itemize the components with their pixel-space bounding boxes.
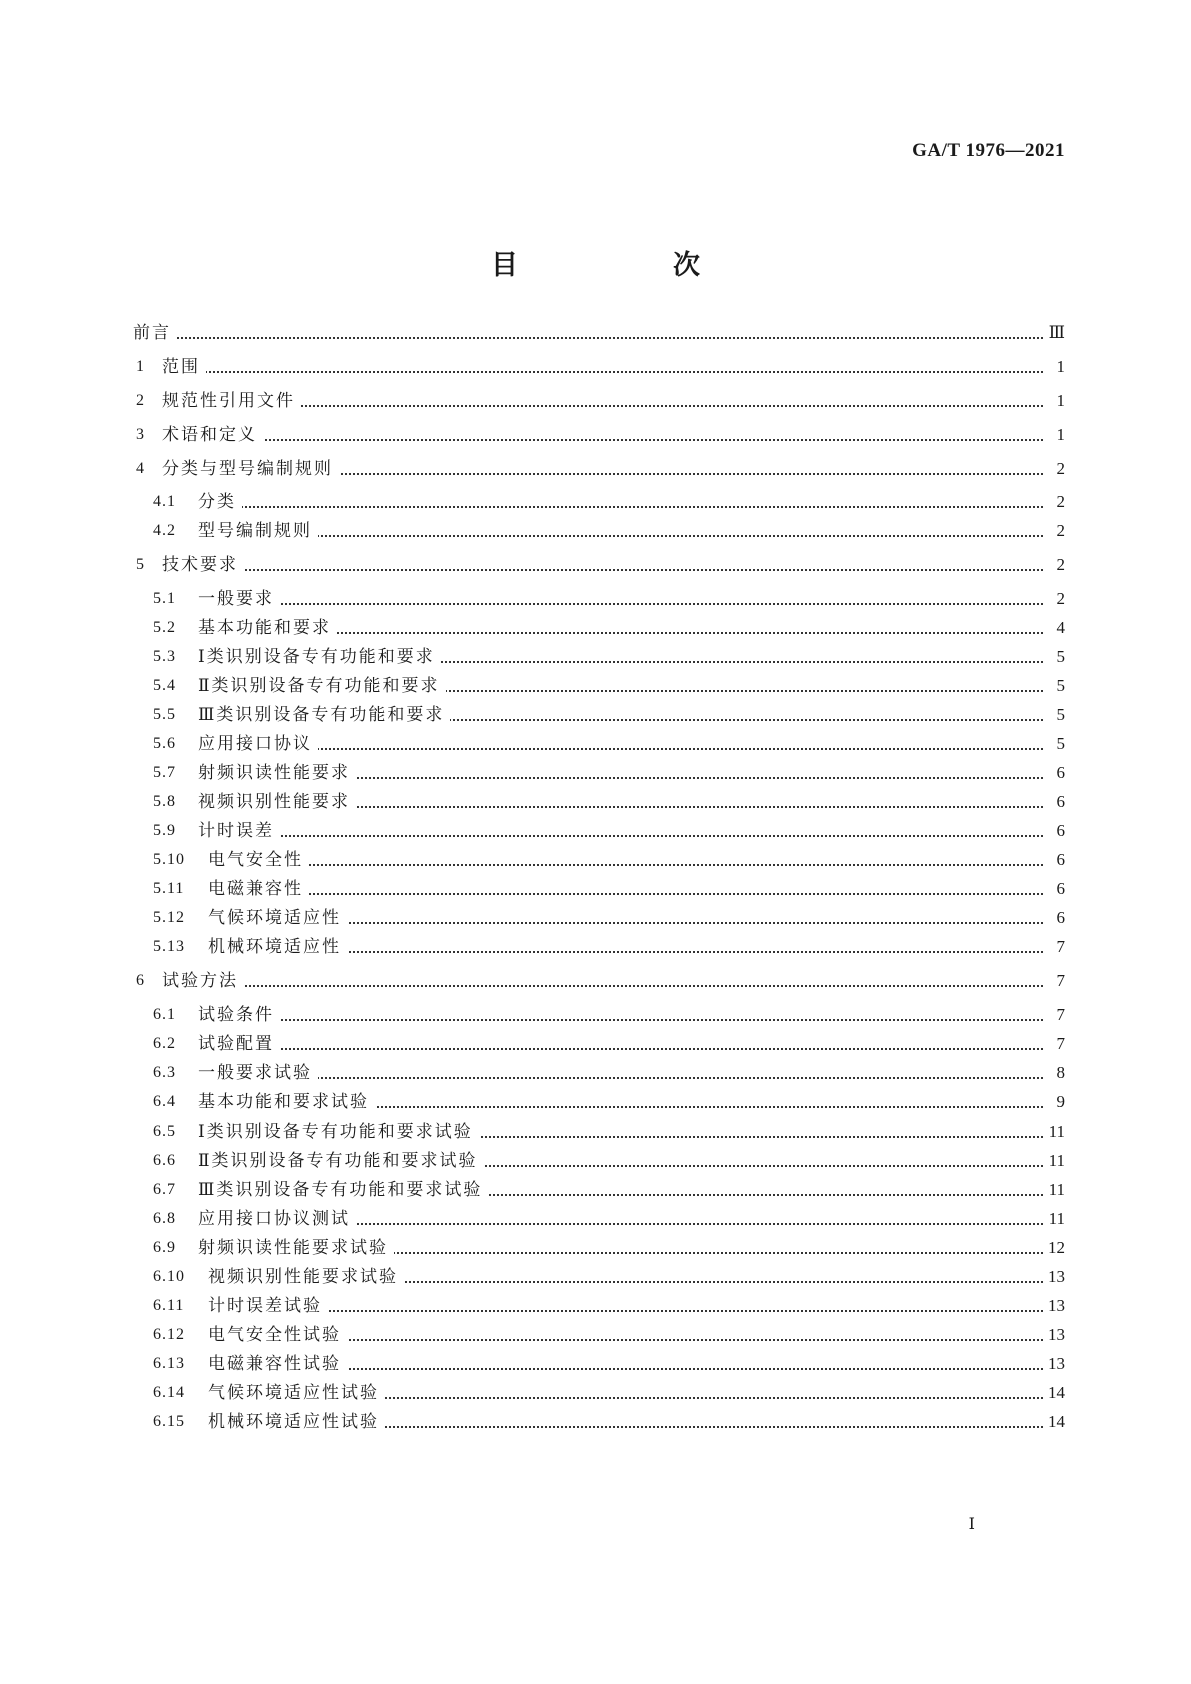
toc-entry-title: 前言 — [133, 318, 177, 348]
toc-entry[interactable] — [0, 1262, 1191, 1292]
toc-entry[interactable] — [0, 613, 1191, 643]
toc-dot-leader — [228, 864, 1043, 866]
toc-entry-number: 5.13 — [153, 938, 185, 955]
toc-entry[interactable] — [0, 1117, 1191, 1147]
toc-entry-title: 术语和定义 — [162, 420, 263, 450]
toc-entry-page: 7 — [1056, 1005, 1065, 1024]
toc-entry-title: 视频识别性能要求 — [198, 787, 356, 817]
toc-entry-number: 6.2 — [153, 1035, 176, 1052]
toc-entry[interactable] — [0, 1175, 1191, 1205]
toc-entry[interactable] — [0, 352, 1191, 382]
toc-entry-title: 电气安全性 — [208, 845, 309, 875]
toc-entry[interactable] — [0, 1233, 1191, 1263]
page-number: Ⅰ — [968, 1516, 975, 1533]
toc-entry-title: 型号编制规则 — [198, 516, 318, 546]
toc-entry[interactable] — [0, 550, 1191, 580]
toc-entry-title: 射频识读性能要求 — [198, 758, 356, 788]
toc-entry-page: Ⅲ — [1048, 323, 1065, 342]
toc-entry-title: 机械环境适应性 — [208, 932, 347, 962]
toc-entry-page: 7 — [1056, 971, 1065, 990]
toc-entry-title: Ⅱ类识别设备专有功能和要求 — [198, 671, 446, 701]
toc-entry-page: 2 — [1056, 521, 1065, 540]
toc-dot-leader — [228, 951, 1043, 953]
toc-entry-title: 试验配置 — [198, 1029, 280, 1059]
toc-entry[interactable] — [0, 1378, 1191, 1408]
toc-dot-leader — [182, 439, 1043, 441]
toc-entry-number: 5.6 — [153, 735, 176, 752]
toc-entry[interactable] — [0, 671, 1191, 701]
toc-dot-leader — [182, 985, 1043, 987]
toc-entry-number: 6.11 — [153, 1297, 185, 1314]
toc-entry-number: 6.6 — [153, 1152, 176, 1169]
toc-entry[interactable] — [0, 584, 1191, 614]
toc-entry-number: 6.4 — [153, 1093, 176, 1110]
toc-entry-page: 6 — [1056, 792, 1065, 811]
toc-entry-title: 视频识别性能要求试验 — [208, 1262, 404, 1292]
toc-entry-title: 计时误差试验 — [208, 1291, 328, 1321]
toc-entry[interactable] — [0, 454, 1191, 484]
toc-entry-number: 5.5 — [153, 706, 176, 723]
toc-entry-title: 一般要求 — [198, 584, 280, 614]
toc-dot-leader — [153, 337, 1043, 339]
toc-entry-number: 6.9 — [153, 1239, 176, 1256]
toc-entry[interactable] — [0, 874, 1191, 904]
toc-entry-page: 1 — [1056, 391, 1065, 410]
toc-entry[interactable] — [0, 787, 1191, 817]
toc-entry[interactable] — [0, 700, 1191, 730]
toc-entry-page: 6 — [1056, 879, 1065, 898]
toc-entry-page: 13 — [1048, 1325, 1065, 1344]
toc-entry[interactable] — [0, 487, 1191, 517]
toc-entry-page: 11 — [1048, 1151, 1065, 1170]
toc-entry-number: 5.1 — [153, 590, 176, 607]
toc-entry-page: 11 — [1048, 1209, 1065, 1228]
toc-entry-number: 5 — [136, 556, 145, 573]
toc-entry[interactable] — [0, 516, 1191, 546]
toc-entry[interactable] — [0, 816, 1191, 846]
toc-entry-number: 4 — [136, 460, 145, 477]
toc-entry-number: 5.8 — [153, 793, 176, 810]
toc-entry[interactable] — [0, 1407, 1191, 1437]
toc-entry[interactable] — [0, 1058, 1191, 1088]
toc-entry-title: 试验条件 — [198, 1000, 280, 1030]
toc-entry-page: 5 — [1056, 647, 1065, 666]
toc-entry-number: 5.4 — [153, 677, 176, 694]
toc-entry-number: 6.14 — [153, 1384, 185, 1401]
toc-entry-page: 13 — [1048, 1267, 1065, 1286]
toc-entry-number: 5.11 — [153, 880, 185, 897]
toc-entry[interactable] — [0, 1029, 1191, 1059]
toc-entry-number: 2 — [136, 392, 145, 409]
toc-entry-number: 5.7 — [153, 764, 176, 781]
toc-entry-number: 1 — [136, 358, 145, 375]
toc-entry-page: 7 — [1056, 937, 1065, 956]
toc-entry[interactable] — [0, 318, 1191, 348]
toc-dot-leader — [228, 1339, 1043, 1341]
toc-entry-title: 电磁兼容性试验 — [208, 1349, 347, 1379]
toc-entry[interactable] — [0, 420, 1191, 450]
toc-entry-number: 6.3 — [153, 1064, 176, 1081]
toc-entry-title: 规范性引用文件 — [162, 386, 301, 416]
toc-entry-title: 机械环境适应性试验 — [208, 1407, 385, 1437]
toc-entry-title: 射频识读性能要求试验 — [198, 1233, 394, 1263]
toc-entry-page: 13 — [1048, 1296, 1065, 1315]
toc-entry[interactable] — [0, 845, 1191, 875]
toc-entry-title: 基本功能和要求 — [198, 613, 337, 643]
toc-dot-leader — [228, 922, 1043, 924]
toc-entry[interactable] — [0, 1087, 1191, 1117]
toc-entry[interactable] — [0, 642, 1191, 672]
toc-entry-page: 14 — [1048, 1412, 1065, 1431]
toc-entry-number: 6.8 — [153, 1210, 176, 1227]
toc-entry-number: 4.1 — [153, 493, 176, 510]
toc-entry-number: 4.2 — [153, 522, 176, 539]
toc-entry-title: 计时误差 — [198, 816, 280, 846]
toc-entry-title: 分类 — [198, 487, 242, 517]
toc-entry-page: 8 — [1056, 1063, 1065, 1082]
toc-entry-title: 应用接口协议 — [198, 729, 318, 759]
toc-entry-title: 电磁兼容性 — [208, 874, 309, 904]
toc-entry-title: 一般要求试验 — [198, 1058, 318, 1088]
toc-entry-page: 1 — [1056, 357, 1065, 376]
toc-entry-title: 试验方法 — [162, 966, 244, 996]
toc-entry[interactable] — [0, 966, 1191, 996]
toc-dot-leader — [218, 1019, 1043, 1021]
toc-entry-number: 6.1 — [153, 1006, 176, 1023]
toc-entry-number: 3 — [136, 426, 145, 443]
toc-entry-page: 5 — [1056, 676, 1065, 695]
toc-dot-leader — [228, 1368, 1043, 1370]
toc-entry-title: 气候环境适应性试验 — [208, 1378, 385, 1408]
toc-entry-number: 6.13 — [153, 1355, 185, 1372]
toc-dot-leader — [218, 603, 1043, 605]
toc-entry-number: 5.10 — [153, 851, 185, 868]
toc-dot-leader — [228, 1310, 1043, 1312]
toc-entry-number: 5.9 — [153, 822, 176, 839]
toc-entry-page: 9 — [1056, 1092, 1065, 1111]
toc-entry[interactable] — [0, 1000, 1191, 1030]
toc-dot-leader — [218, 1048, 1043, 1050]
toc-entry[interactable] — [0, 1291, 1191, 1321]
toc-entry-page: 6 — [1056, 821, 1065, 840]
toc-entry-page: 2 — [1056, 459, 1065, 478]
toc-dot-leader — [218, 506, 1043, 508]
toc-entry-page: 5 — [1056, 734, 1065, 753]
toc-entry-title: 电气安全性试验 — [208, 1320, 347, 1350]
toc-entry-title: Ⅲ类识别设备专有功能和要求试验 — [198, 1175, 488, 1205]
toc-entry[interactable] — [0, 903, 1191, 933]
toc-entry-page: 11 — [1048, 1122, 1065, 1141]
toc-dot-leader — [218, 632, 1043, 634]
toc-entry-title: 基本功能和要求试验 — [198, 1087, 375, 1117]
toc-dot-leader — [228, 893, 1043, 895]
toc-dot-leader — [218, 748, 1043, 750]
toc-entry-number: 5.2 — [153, 619, 176, 636]
toc-entry-number: 6.7 — [153, 1181, 176, 1198]
toc-entry-number: 5.12 — [153, 909, 185, 926]
toc-entry-page: 13 — [1048, 1354, 1065, 1373]
toc-dot-leader — [218, 835, 1043, 837]
toc-entry-title: 分类与型号编制规则 — [162, 454, 339, 484]
toc-entry-title: Ⅰ类识别设备专有功能和要求 — [198, 642, 441, 672]
toc-entry-number: 6.15 — [153, 1413, 185, 1430]
toc-dot-leader — [218, 1077, 1043, 1079]
toc-entry[interactable] — [0, 932, 1191, 962]
toc-entry-page: 2 — [1056, 555, 1065, 574]
toc-entry-page: 6 — [1056, 908, 1065, 927]
toc-entry-title: Ⅱ类识别设备专有功能和要求试验 — [198, 1146, 484, 1176]
toc-entry[interactable] — [0, 1320, 1191, 1350]
toc-dot-leader — [182, 405, 1043, 407]
toc-entry-number: 6 — [136, 972, 145, 989]
toc-entry[interactable] — [0, 1204, 1191, 1234]
toc-entry-title: 气候环境适应性 — [208, 903, 347, 933]
toc-entry-page: 4 — [1056, 618, 1065, 637]
page-title: 目 次 — [491, 250, 764, 281]
standard-code: GA/T 1976—2021 — [912, 140, 1065, 161]
toc-entry-number: 6.5 — [153, 1123, 176, 1140]
toc-entry-title: 应用接口协议测试 — [198, 1204, 356, 1234]
toc-entry-page: 2 — [1056, 492, 1065, 511]
toc-entry-page: 2 — [1056, 589, 1065, 608]
toc-entry[interactable] — [0, 758, 1191, 788]
toc-entry-page: 11 — [1048, 1180, 1065, 1199]
toc-entry[interactable] — [0, 1146, 1191, 1176]
toc-dot-leader — [218, 535, 1043, 537]
toc-entry-page: 12 — [1048, 1238, 1065, 1257]
toc-entry-number: 6.10 — [153, 1268, 185, 1285]
toc-entry[interactable] — [0, 1349, 1191, 1379]
toc-entry-page: 6 — [1056, 850, 1065, 869]
toc-entry-number: 5.3 — [153, 648, 176, 665]
toc-entry-title: Ⅰ类识别设备专有功能和要求试验 — [198, 1117, 479, 1147]
toc-entry-number: 6.12 — [153, 1326, 185, 1343]
toc-entry-title: 技术要求 — [162, 550, 244, 580]
toc-entry-page: 14 — [1048, 1383, 1065, 1402]
toc-entry-page: 1 — [1056, 425, 1065, 444]
toc-dot-leader — [182, 371, 1043, 373]
toc-entry-page: 6 — [1056, 763, 1065, 782]
toc-entry[interactable] — [0, 729, 1191, 759]
toc-dot-leader — [182, 569, 1043, 571]
toc-entry-title: 范围 — [162, 352, 206, 382]
toc-entry[interactable] — [0, 386, 1191, 416]
toc-entry-title: Ⅲ类识别设备专有功能和要求 — [198, 700, 450, 730]
toc-entry-page: 5 — [1056, 705, 1065, 724]
toc-entry-page: 7 — [1056, 1034, 1065, 1053]
